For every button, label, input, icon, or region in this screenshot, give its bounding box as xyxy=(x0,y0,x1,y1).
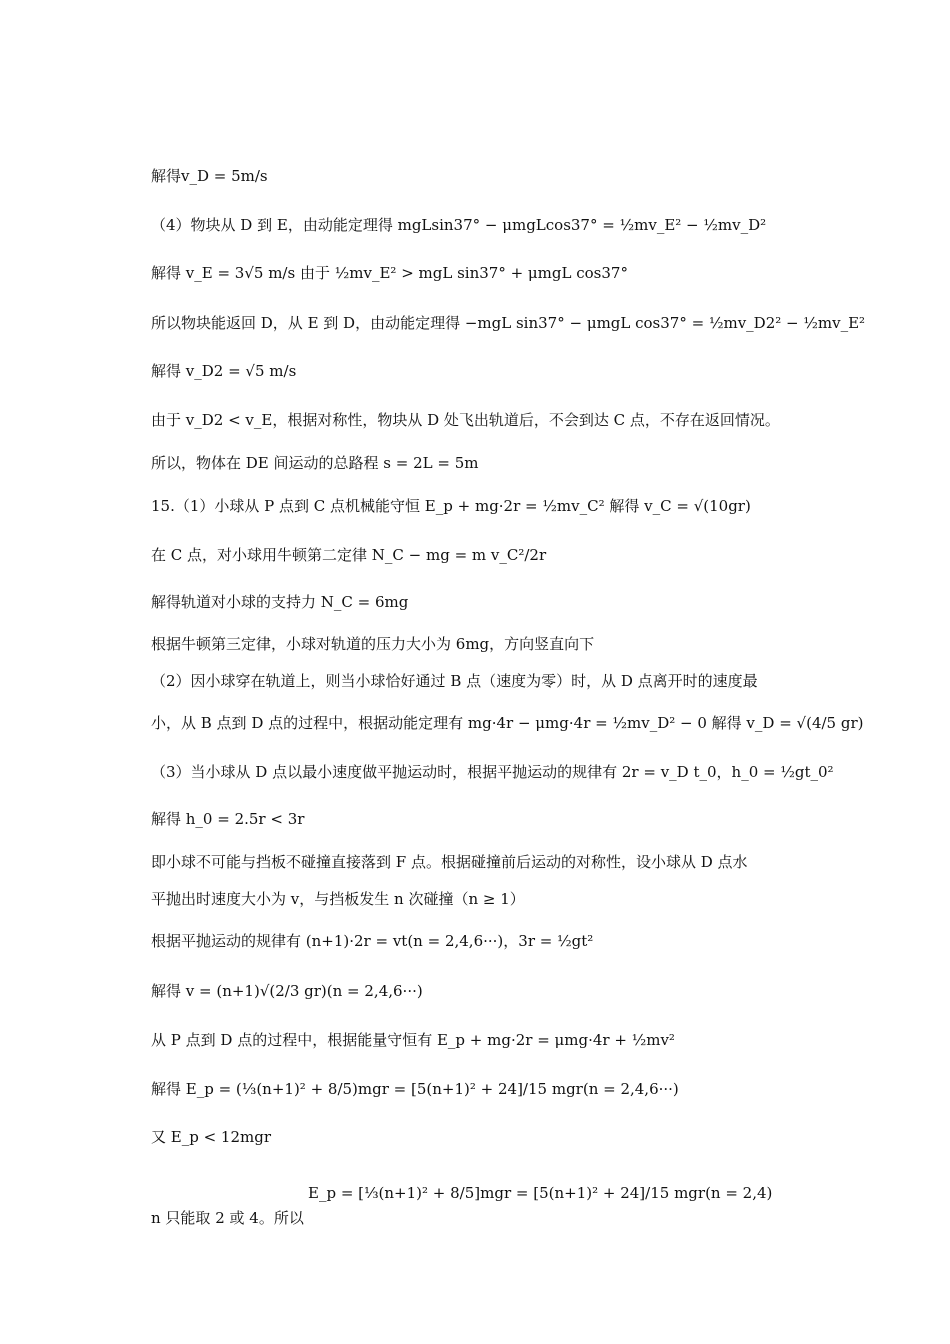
text-line: 从 P 点到 D 点的过程中，根据能量守恒有 E_p + mg·2r = μmg·4r + ½mv² xyxy=(151,1031,675,1049)
text-line: 解得 v = (n+1)√(2/3 gr)(n = 2,4,6···) xyxy=(151,982,423,1000)
text-line: 根据平抛运动的规律有 (n+1)·2r = vt(n = 2,4,6···)，3r = ½gt² xyxy=(151,932,594,950)
text-line: 解得 E_p = (⅓(n+1)² + 8/5)mgr = [5(n+1)² + 24]/15 mgr(n = 2,4,6···) xyxy=(151,1080,679,1098)
text-line: 由于 v_D2 < v_E，根据对称性，物块从 D 处飞出轨道后，不会到达 C 点，不存在返回情况。 xyxy=(151,411,780,429)
final-formula: E_p = [⅓(n+1)² + 8/5]mgr = [5(n+1)² + 24]/15 mgr(n = 2,4) xyxy=(308,1184,773,1202)
text-line: 解得v_D = 5m/s xyxy=(151,167,268,185)
text-line: 即小球不可能与挡板不碰撞直接落到 F 点。根据碰撞前后运动的对称性，设小球从 D 点水 xyxy=(151,853,748,871)
text-line: 小，从 B 点到 D 点的过程中，根据动能定理有 mg·4r − μmg·4r = ½mv_D² − 0 解得 v_D = √(4/5 gr) xyxy=(151,714,864,732)
text-line: 平抛出时速度大小为 v，与挡板发生 n 次碰撞（n ≥ 1） xyxy=(151,890,525,908)
text-line: 解得轨道对小球的支持力 N_C = 6mg xyxy=(151,593,409,611)
text-line: 所以物块能返回 D，从 E 到 D，由动能定理得 −mgL sin37° − μmgL cos37° = ½mv_D2² − ½mv_E² xyxy=(151,314,866,332)
text-line: 在 C 点，对小球用牛顿第二定律 N_C − mg = m v_C²/2r xyxy=(151,546,547,564)
text-line: 根据牛顿第三定律，小球对轨道的压力大小为 6mg，方向竖直向下 xyxy=(151,635,595,653)
final-text: n 只能取 2 或 4。所以 xyxy=(151,1209,304,1227)
text-line: （2）因小球穿在轨道上，则当小球恰好通过 B 点（速度为零）时，从 D 点离开时的速度最 xyxy=(151,672,758,690)
text-line: 15.（1）小球从 P 点到 C 点机械能守恒 E_p + mg·2r = ½mv_C² 解得 v_C = √(10gr) xyxy=(151,497,751,515)
text-line: 解得 h_0 = 2.5r < 3r xyxy=(151,810,305,828)
text-line: （4）物块从 D 到 E，由动能定理得 mgLsin37° − μmgLcos37° = ½mv_E² − ½mv_D² xyxy=(151,216,767,234)
text-line: 又 E_p < 12mgr xyxy=(151,1128,272,1146)
text-line: （3）当小球从 D 点以最小速度做平抛运动时，根据平抛运动的规律有 2r = v_D t_0，h_0 = ½gt_0² xyxy=(151,763,834,781)
text-line: 解得 v_E = 3√5 m/s 由于 ½mv_E² > mgL sin37° + μmgL cos37° xyxy=(151,264,628,282)
text-line: 所以，物体在 DE 间运动的总路程 s = 2L = 5m xyxy=(151,454,479,472)
text-line: 解得 v_D2 = √5 m/s xyxy=(151,362,297,380)
